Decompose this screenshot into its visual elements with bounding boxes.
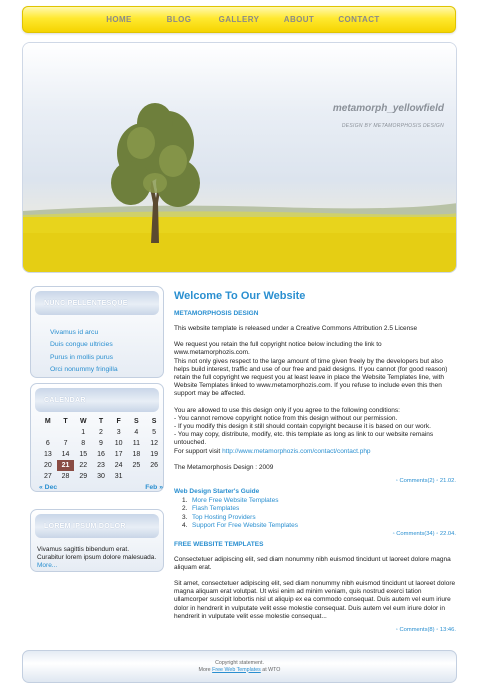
calendar-day: 5 <box>152 429 157 436</box>
paragraph: This website template is released under a Creative Commons Attribution 2.5 License <box>174 325 418 332</box>
calendar-day: 7 <box>63 440 68 447</box>
post-meta: ◦ Comments(2) ◦ 21.02. <box>395 478 456 485</box>
calendar-day: 13 <box>43 451 52 458</box>
header-banner <box>22 42 457 273</box>
nav-home[interactable]: HOME <box>106 15 132 24</box>
nav-blog[interactable]: BLOG <box>166 15 192 24</box>
text-line: - You may copy, distribute, modify, etc. this template as long as link to our website remains untouched. <box>174 431 434 447</box>
nav-contact[interactable]: CONTACT <box>338 15 380 24</box>
footer-link[interactable]: Free Web Templates <box>212 666 261 673</box>
calendar-today: 21 <box>57 460 75 471</box>
nav-gallery[interactable]: GALLERY <box>218 15 260 24</box>
comments-link[interactable]: Comments(8) <box>399 627 435 634</box>
calendar-day: 17 <box>114 451 123 458</box>
calendar-day: 3 <box>116 429 121 436</box>
more-link[interactable]: More... <box>37 562 58 569</box>
sidebar-link[interactable]: Orci nonummy fringilla <box>50 366 118 374</box>
calendar-day: 8 <box>81 440 86 447</box>
sidebar-box-links <box>30 286 164 378</box>
sidebar-link[interactable]: Vivamus id arcu <box>50 329 99 336</box>
signoff: The Metamorphosis Design : 2009 <box>174 463 274 471</box>
text-line: You are allowed to use this design only if you agree to the following conditions: <box>174 406 400 414</box>
calendar-day: 22 <box>79 462 88 469</box>
calendar-day: 23 <box>97 462 105 469</box>
list-item[interactable]: 3. Top Hosting Providers <box>182 513 256 521</box>
sidebar-link[interactable]: Duis congue ultricies <box>50 341 113 349</box>
list-item[interactable]: 4. Support For Free Website Templates <box>182 522 298 530</box>
calendar-grid <box>39 416 163 482</box>
calendar-day: 9 <box>99 440 103 447</box>
comments-link[interactable]: Comments(34) <box>396 530 435 537</box>
calendar-day: 31 <box>114 473 123 480</box>
sidebar-box-lorem <box>30 509 164 572</box>
section-heading: FREE WEBSITE TEMPLATES <box>174 540 264 548</box>
calendar-day: 24 <box>114 462 123 469</box>
top-navigation <box>22 6 456 33</box>
paragraph: Sit amet, consectetuer adipiscing elit, sed diam nonummy nibh euismod tincidunt ut laoreet dolore magna aliquam erat volutpat. Ut wisi enim ad minim veniam, quis nostrud exerci tation ullamcorper suscipit lobortis nisl ut aliquip ex ea commodo consequat. Duis autem vel eum iriure dolor in hendrerit in vulputate velit esse molestie consequat. Duis autem vel eum iriure dolor in hendrerit in vulputate velit esse molestie consequat... <box>174 580 456 620</box>
sidebar-box-title: NUNC PELLENTESQUE <box>35 291 159 315</box>
site-subtitle: DESIGN BY METAMORPHOSIS DESIGN <box>341 123 444 129</box>
paragraph <box>174 407 456 456</box>
sidebar-calendar <box>30 383 164 492</box>
calendar-next-link[interactable]: Feb » <box>145 484 163 491</box>
support-link[interactable]: http://www.metamorphozis.com/contact/contact.php <box>222 447 371 455</box>
calendar-title: CALENDAR <box>35 388 159 412</box>
footer-prefix: More <box>198 666 211 673</box>
footer-line <box>199 667 281 674</box>
calendar-day-header: S <box>151 418 157 425</box>
calendar-day-header: F <box>116 418 121 425</box>
post-date: 22.04. <box>439 530 456 537</box>
post-meta: ◦ Comments(34) ◦ 22.04. <box>392 530 456 537</box>
footer <box>22 650 457 683</box>
sidebar-box-title: LOREM IPSUM DOLOR <box>35 514 159 538</box>
section-heading: METAMORPHOSIS DESIGN <box>174 310 259 317</box>
text-line: This not only gives respect to the large amount of time given freely by the developers but also helps build interest, traffic and use of our free and paid designs. If you cannot (for good reason) retain the full copyright we request you at least leave in place the Website Templates line, with Website Templates linked to www.metamorphozis.com. If you refuse to include even this then support may be affected. <box>174 357 448 398</box>
text-line: - If you modify this design it still should contain copyright because it is based on our work. <box>174 423 431 431</box>
calendar-day: 28 <box>61 473 70 480</box>
comments-link[interactable]: Comments(2) <box>399 478 435 485</box>
calendar-day: 25 <box>132 462 141 469</box>
calendar-day: 30 <box>97 473 105 480</box>
calendar-day: 14 <box>61 451 70 458</box>
sidebar-links <box>31 319 163 377</box>
list-item[interactable]: 1. More Free Website Templates <box>182 497 279 505</box>
calendar-day: 1 <box>81 429 86 436</box>
calendar-day <box>128 471 146 482</box>
calendar-day-header: M <box>44 418 51 425</box>
calendar-day: 16 <box>97 451 105 458</box>
post-list <box>174 497 456 531</box>
calendar-day: 6 <box>45 440 50 447</box>
calendar-day: 18 <box>132 451 141 458</box>
post-meta: ◦ Comments(8) ◦ 13:46. <box>395 627 456 634</box>
page-title: Welcome To Our Website <box>174 290 306 302</box>
support-label: For support visit <box>174 447 221 455</box>
calendar-day-header: W <box>79 418 87 425</box>
calendar-day: 19 <box>150 451 158 458</box>
site-title: metamorph_yellowfield <box>332 103 444 114</box>
paragraph <box>174 341 456 398</box>
sidebar-paragraph: Vivamus sagittis bibendum erat. Curabitur lorem ipsum dolore malesuada. <box>37 546 157 561</box>
calendar-day: 2 <box>99 429 103 436</box>
paragraph: Consectetuer adipiscing elit, sed diam nonummy nibh euismod tincidunt ut laoreet dolore magna aliquam erat. <box>174 555 451 571</box>
calendar-day <box>57 427 75 438</box>
calendar-day: 15 <box>79 451 88 458</box>
calendar-day: 26 <box>150 462 158 469</box>
text-line: We request you retain the full copyright notice below including the link to www.metamorphozis.com. <box>174 341 382 357</box>
calendar-day: 4 <box>134 429 139 436</box>
tree-illustration <box>23 43 457 273</box>
sidebar-link[interactable]: Purus in mollis purus <box>50 353 114 361</box>
calendar-day: 11 <box>132 440 140 447</box>
header-image <box>23 43 456 272</box>
main-content <box>174 290 456 633</box>
calendar-day-header: T <box>98 418 104 425</box>
calendar-day <box>39 427 57 438</box>
calendar-day: 10 <box>114 440 123 447</box>
calendar-day: 27 <box>43 473 52 480</box>
post-title[interactable]: Web Design Starter's Guide <box>174 488 260 496</box>
post-date: 21.02. <box>439 478 456 485</box>
calendar-day-header: S <box>134 418 139 425</box>
copyright-text: Copyright statement. <box>215 659 264 666</box>
calendar-day: 20 <box>43 462 52 469</box>
sidebar-text <box>31 542 163 574</box>
text-line: - You cannot remove copyright notice from this design without our permission. <box>174 414 398 422</box>
calendar-navigation <box>39 484 163 491</box>
footer-suffix: at WTO <box>262 666 281 673</box>
list-item[interactable]: 2. Flash Templates <box>182 505 240 513</box>
calendar-day: 12 <box>150 440 158 447</box>
calendar-prev-link[interactable]: « Dec <box>39 484 58 491</box>
nav-about[interactable]: ABOUT <box>283 15 315 24</box>
calendar-day-header: T <box>63 418 68 425</box>
calendar-day: 29 <box>79 473 88 480</box>
post-date: 13:46. <box>439 627 456 634</box>
calendar-day <box>145 471 163 482</box>
